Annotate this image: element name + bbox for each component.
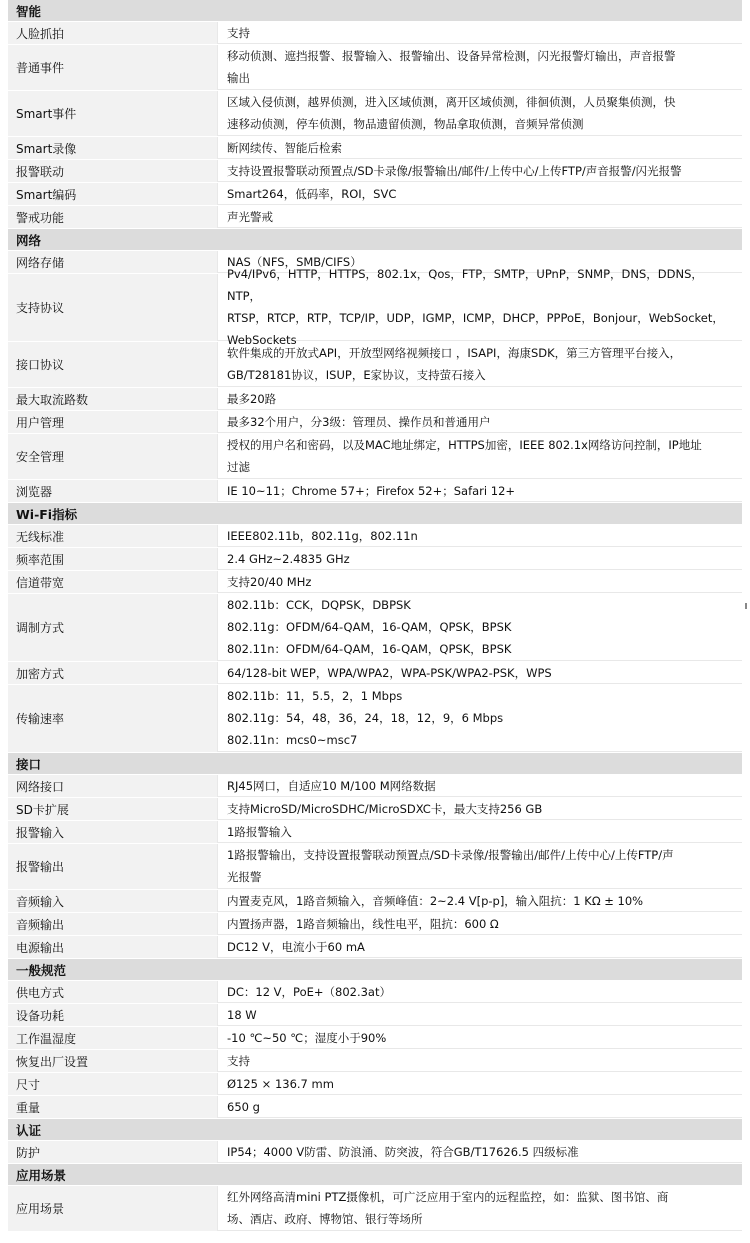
spec-key: Smart编码 (8, 183, 217, 205)
spec-key: 音频输出 (8, 913, 217, 935)
spec-key: 网络接口 (8, 775, 217, 797)
spec-row (8, 1141, 742, 1164)
spec-key: 报警输出 (8, 844, 217, 889)
spec-row (8, 844, 742, 890)
spec-key: 尺寸 (8, 1073, 217, 1095)
spec-value (217, 342, 742, 387)
spec-row (8, 594, 742, 662)
section-title: Wi-Fi指标 (16, 506, 78, 522)
spec-row (8, 1004, 742, 1027)
spec-value-line: 支持 (227, 25, 250, 40)
spec-value (217, 388, 742, 410)
spec-value (217, 1004, 742, 1026)
spec-value-line: IP54；4000 V防雷、防浪涌、防突波，符合GB/T17626.5 四级标准 (227, 1144, 579, 1159)
section-title: 网络 (16, 232, 42, 248)
section-header (8, 503, 742, 525)
section-title: 认证 (16, 1122, 42, 1138)
spec-key: 最大取流路数 (8, 388, 217, 410)
spec-row (8, 936, 742, 959)
spec-value-line: DC：12 V，PoE+（802.3at） (227, 984, 391, 999)
spec-row (8, 91, 742, 137)
spec-value (217, 160, 742, 182)
spec-row (8, 662, 742, 685)
spec-value (217, 844, 742, 889)
spec-value-line: 支持MicroSD/MicroSDHC/MicroSDXC卡，最大支持256 GB (227, 801, 543, 816)
spec-value-line: 断网续传、智能后检索 (227, 140, 342, 155)
section-title: 应用场景 (16, 1167, 67, 1183)
spec-value (217, 981, 742, 1003)
spec-value (217, 411, 742, 433)
spec-key: 浏览器 (8, 480, 217, 502)
spec-value-line: 18 W (227, 1007, 257, 1022)
spec-value (217, 913, 742, 935)
spec-row (8, 1073, 742, 1096)
spec-key: 工作温湿度 (8, 1027, 217, 1049)
spec-key: 信道带宽 (8, 571, 217, 593)
spec-value (217, 1141, 742, 1163)
spec-value-line: 过滤 (227, 460, 250, 474)
spec-value-line: IE 10~11；Chrome 57+；Firefox 52+；Safari 12+ (227, 483, 516, 498)
spec-value-line: 声光警戒 (227, 209, 273, 224)
spec-value (217, 45, 742, 90)
spec-value (217, 798, 742, 820)
spec-value (217, 1050, 742, 1072)
spec-value-line: RJ45网口，自适应10 M/100 M网络数据 (227, 778, 436, 793)
spec-value-line: 红外网络高清mini PTZ摄像机，可广泛应用于室内的远程监控，如：监狱、图书馆、商 (227, 1190, 669, 1204)
spec-key: 接口协议 (8, 342, 217, 387)
spec-value-line: 软件集成的开放式API，开放型网络视频接口 ，ISAPI，海康SDK，第三方管理平台接入， (227, 346, 682, 360)
spec-row (8, 411, 742, 434)
spec-value (217, 571, 742, 593)
spec-key: 网络存储 (8, 251, 217, 273)
spec-value (217, 775, 742, 797)
spec-row (8, 160, 742, 183)
spec-value (217, 890, 742, 912)
spec-key: Smart事件 (8, 91, 217, 136)
spec-value-line: 最多32个用户，分3级：管理员、操作员和普通用户 (227, 414, 491, 429)
spec-value-line: DC12 V，电流小于60 mA (227, 939, 365, 954)
spec-value (217, 821, 742, 843)
spec-value (217, 434, 742, 479)
spec-value (217, 206, 742, 228)
spec-row (8, 571, 742, 594)
spec-row (8, 434, 742, 480)
spec-key: 人脸抓拍 (8, 22, 217, 44)
spec-value-line: 内置扬声器，1路音频输出，线性电平，阻抗：600 Ω (227, 916, 499, 931)
spec-row (8, 775, 742, 798)
spec-key: 传输速率 (8, 685, 217, 752)
spec-value-line: 支持 (227, 1053, 250, 1068)
spec-row (8, 1027, 742, 1050)
spec-key: 电源输出 (8, 936, 217, 958)
spec-row (8, 821, 742, 844)
spec-value (217, 936, 742, 958)
spec-value-line: 802.11g：OFDM/64-QAM，16-QAM，QPSK，BPSK (227, 620, 512, 634)
spec-value (217, 1027, 742, 1049)
spec-value-line: 光报警 (227, 870, 262, 884)
spec-value-line: 2.4 GHz~2.4835 GHz (227, 551, 350, 566)
spec-value-line: 802.11g：54，48，36，24，18，12，9，6 Mbps (227, 711, 504, 725)
spec-key: 供电方式 (8, 981, 217, 1003)
spec-row (8, 913, 742, 936)
spec-key: 普通事件 (8, 45, 217, 90)
spec-value-line: 场、酒店、政府、博物馆、银行等场所 (227, 1212, 423, 1226)
spec-key: 无线标准 (8, 525, 217, 547)
spec-key: 支持协议 (8, 274, 217, 341)
spec-row (8, 981, 742, 1004)
spec-value-line: 64/128-bit WEP，WPA/WPA2，WPA-PSK/WPA2-PSK，WPS (227, 665, 552, 680)
section-header (8, 229, 742, 251)
spec-row (8, 480, 742, 503)
spec-row (8, 183, 742, 206)
spec-value (217, 548, 742, 570)
spec-value-line: 650 g (227, 1099, 260, 1114)
spec-value-line: 授权的用户名和密码，以及MAC地址绑定，HTTPS加密，IEEE 802.1x网络访问控制，IP地址 (227, 438, 702, 452)
spec-value-line: 移动侦测、遮挡报警、报警输入、报警输出、设备异常检测，闪光报警灯输出，声音报警 (227, 49, 676, 63)
spec-key: 防护 (8, 1141, 217, 1163)
section-title: 一般规范 (16, 962, 67, 978)
section-title: 智能 (16, 3, 42, 19)
spec-row (8, 267, 742, 347)
spec-value (217, 525, 742, 547)
spec-value-line: WebSockets (227, 333, 297, 347)
spec-value-line: 区域入侵侦测，越界侦测，进入区域侦测，离开区域侦测，徘徊侦测，人员聚集侦测，快 (227, 95, 676, 109)
spec-key: 安全管理 (8, 434, 217, 479)
spec-value-line: 802.11n：OFDM/64-QAM，16-QAM，QPSK，BPSK (227, 642, 512, 656)
spec-value-line: NAS（NFS，SMB/CIFS） (227, 254, 362, 269)
spec-value-line: 内置麦克风，1路音频输入，音频峰值：2~2.4 V[p-p]，输入阻抗：1 KΩ ± 10% (227, 893, 644, 908)
spec-value-line: Ø125 × 136.7 mm (227, 1076, 334, 1091)
spec-row (8, 525, 742, 548)
section-header (8, 0, 742, 22)
section-header (8, 753, 742, 775)
spec-value (217, 1186, 742, 1231)
spec-row (8, 798, 742, 821)
spec-row (8, 890, 742, 913)
spec-value (217, 1073, 742, 1095)
spec-key: SD卡扩展 (8, 798, 217, 820)
spec-value (217, 685, 742, 752)
spec-value-line: Smart264，低码率，ROI，SVC (227, 186, 397, 201)
spec-value-line: 输出 (227, 71, 250, 85)
scroll-mark (745, 603, 747, 609)
spec-value-line: Pv4/IPv6，HTTP，HTTPS，802.1x，Qos，FTP，SMTP，UPnP，SNMP，DNS，DDNS，NTP， (227, 267, 703, 303)
spec-row (8, 45, 742, 91)
spec-key: 音频输入 (8, 890, 217, 912)
spec-row (8, 1096, 742, 1119)
spec-row (8, 342, 742, 388)
spec-row (8, 22, 742, 45)
spec-key: 应用场景 (8, 1186, 217, 1231)
spec-key: 警戒功能 (8, 206, 217, 228)
section-header (8, 1119, 742, 1141)
spec-value (217, 1096, 742, 1118)
spec-value (217, 137, 742, 159)
spec-key: 加密方式 (8, 662, 217, 684)
spec-value-line: 支持设置报警联动预置点/SD卡录像/报警输出/邮件/上传中心/上传FTP/声音报警/闪光报警 (227, 163, 682, 178)
spec-value (217, 22, 742, 44)
spec-row (8, 1050, 742, 1073)
spec-key: 报警输入 (8, 821, 217, 843)
spec-key: 恢复出厂设置 (8, 1050, 217, 1072)
spec-value (217, 183, 742, 205)
spec-row (8, 1186, 742, 1232)
spec-row (8, 685, 742, 753)
spec-row (8, 548, 742, 571)
spec-key: 调制方式 (8, 594, 217, 661)
spec-value (217, 662, 742, 684)
spec-value (217, 480, 742, 502)
spec-key: 用户管理 (8, 411, 217, 433)
spec-table (8, 0, 742, 1232)
spec-value-line: 802.11b：11，5.5，2，1 Mbps (227, 689, 403, 703)
spec-key: 频率范围 (8, 548, 217, 570)
spec-value (217, 267, 742, 347)
spec-row (8, 206, 742, 229)
spec-value-line: -10 ℃~50 ℃；湿度小于90% (227, 1030, 387, 1045)
spec-value (217, 91, 742, 136)
spec-value-line: 1路报警输出，支持设置报警联动预置点/SD卡录像/报警输出/邮件/上传中心/上传FTP/声 (227, 848, 674, 862)
spec-value-line: IEEE802.11b，802.11g，802.11n (227, 528, 418, 543)
spec-value-line: 速移动侦测，停车侦测，物品遗留侦测，物品拿取侦测，音频异常侦测 (227, 117, 584, 131)
spec-value-line: 802.11b：CCK，DQPSK，DBPSK (227, 598, 411, 612)
spec-value-line: 最多20路 (227, 391, 277, 406)
section-title: 接口 (16, 756, 42, 772)
spec-row (8, 388, 742, 411)
spec-key: 设备功耗 (8, 1004, 217, 1026)
spec-key: Smart录像 (8, 137, 217, 159)
spec-value (217, 594, 742, 661)
spec-value-line: 支持20/40 MHz (227, 574, 312, 589)
spec-value-line: GB/T28181协议，ISUP，E家协议，支持萤石接入 (227, 368, 486, 382)
section-header (8, 959, 742, 981)
section-header (8, 1164, 742, 1186)
spec-value-line: RTSP，RTCP，RTP，TCP/IP，UDP，IGMP，ICMP，DHCP，PPPoE，Bonjour，WebSocket， (227, 311, 724, 325)
spec-key: 报警联动 (8, 160, 217, 182)
spec-value-line: 1路报警输入 (227, 824, 292, 839)
spec-row (8, 137, 742, 160)
spec-value-line: 802.11n：mcs0~msc7 (227, 733, 358, 747)
spec-key: 重量 (8, 1096, 217, 1118)
